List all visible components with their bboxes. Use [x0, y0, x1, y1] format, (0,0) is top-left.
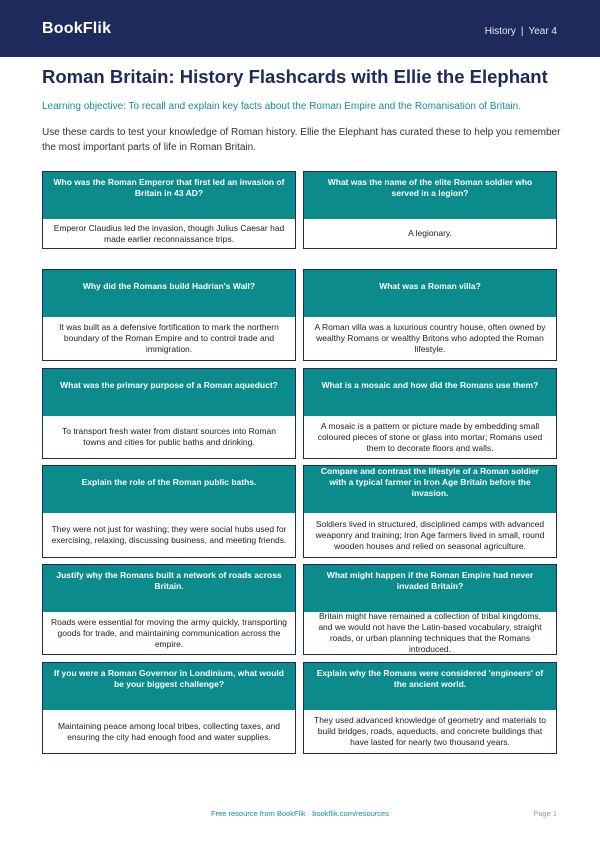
flashcard-answer: Soldiers lived in structured, disciplined camps with advanced weaponry and training; Iron Age farmers lived in small, round wooden houses and relied on seasonal agriculture.	[315, 518, 545, 551]
flashcard-question: Explain the role of the Roman public baths.	[43, 466, 295, 513]
flashcard	[303, 465, 557, 558]
flashcard-question: Why did the Romans build Hadrian's Wall?	[43, 270, 295, 317]
flashcard	[42, 662, 296, 754]
year-label: Year 4	[528, 26, 557, 37]
flashcard-question: What was a Roman villa?	[304, 270, 556, 317]
header-bar	[0, 0, 600, 57]
flashcard	[303, 171, 557, 249]
flashcard	[303, 564, 557, 655]
flashcard-answer: A Roman villa was a luxurious country house, often owned by wealthy Romans or wealthy Britons who adopted the Roman lifestyle.	[314, 322, 546, 354]
page-number: Page 1	[533, 809, 557, 818]
subject-label: History	[484, 26, 516, 37]
flashcard	[42, 269, 296, 361]
flashcard-question: What was the primary purpose of a Roman aqueduct?	[43, 369, 295, 416]
flashcard-question: Explain why the Romans were considered 'engineers' of the ancient world.	[304, 663, 556, 710]
flashcard-answer: Roads were essential for moving the army quickly, transporting goods for trade, and maintaining communication across the empire.	[50, 616, 288, 649]
intro-text: Use these cards to test your knowledge of Roman history. Ellie the Elephant has curated these to help you remember the most important parts of life in Roman Britain.	[42, 127, 561, 153]
flashcard	[42, 465, 296, 558]
header-meta	[485, 26, 557, 37]
flashcard-question: What might happen if the Roman Empire had never invaded Britain?	[304, 565, 556, 612]
flashcard-answer: They were not just for washing; they were social hubs used for exercising, relaxing, discussing business, and meeting friends.	[51, 524, 287, 545]
flashcard-question: Compare and contrast the lifestyle of a Roman soldier with a typical farmer in Iron Age Britain before the invasion.	[304, 466, 556, 513]
flashcard	[303, 269, 557, 361]
flashcard	[42, 564, 296, 655]
flashcard-answer: A legionary.	[408, 228, 452, 238]
brand-logo[interactable]: BookFlik	[42, 20, 112, 37]
flashcard-question: What was the name of the elite Roman soldier who served in a legion?	[304, 172, 556, 219]
flashcard-question: Justify why the Romans built a network of roads across Britain.	[43, 565, 295, 612]
flashcard	[303, 662, 557, 754]
flashcard-answer: They used advanced knowledge of geometry and materials to build bridges, roads, aqueducts, and concrete buildings that have lasted for nearly two thousand years.	[314, 715, 546, 747]
footer-text[interactable]: Free resource from BookFlik · bookflik.com/resources	[211, 809, 389, 818]
flashcard-answer: Maintaining peace among local tribes, collecting taxes, and ensuring the city had enough food and water supplies.	[57, 720, 281, 742]
flashcard-question: What is a mosaic and how did the Romans use them?	[304, 369, 556, 416]
meta-separator: |	[520, 26, 524, 37]
flashcard-answer: It was built as a defensive fortification to mark the northern boundary of the Roman Empire and to control trade and immigration.	[59, 322, 279, 354]
flashcard-question: If you were a Roman Governor in Londinium, what would be your biggest challenge?	[43, 663, 295, 710]
flashcard-question: Who was the Roman Emperor that first led an invasion of Britain in 43 AD?	[43, 172, 295, 219]
flashcard-answer: Emperor Claudius led the invasion, though Julius Caesar had made earlier reconnaissance trips.	[53, 222, 285, 244]
learning-objective: Learning objective: To recall and explain key facts about the Roman Empire and the Romanisation of Britain.	[42, 101, 521, 112]
flashcard-answer: A mosaic is a pattern or picture made by embedding small coloured pieces of stone or glass into mortar; Romans used them to decorate floors and walls.	[317, 420, 543, 453]
page-title: Roman Britain: History Flashcards with Ellie the Elephant	[42, 66, 548, 87]
flashcard	[42, 171, 296, 249]
flashcard-answer: To transport fresh water from distant sources into Roman towns and cities for public baths and drinking.	[61, 426, 276, 447]
flashcard	[42, 368, 296, 459]
flashcard	[303, 368, 557, 459]
flashcard-answer: Britain might have remained a collection of tribal kingdoms, and we would not have the Latin-based vocabulary, straight roads, or urban planning techniques that the Romans introduced.	[318, 611, 542, 654]
